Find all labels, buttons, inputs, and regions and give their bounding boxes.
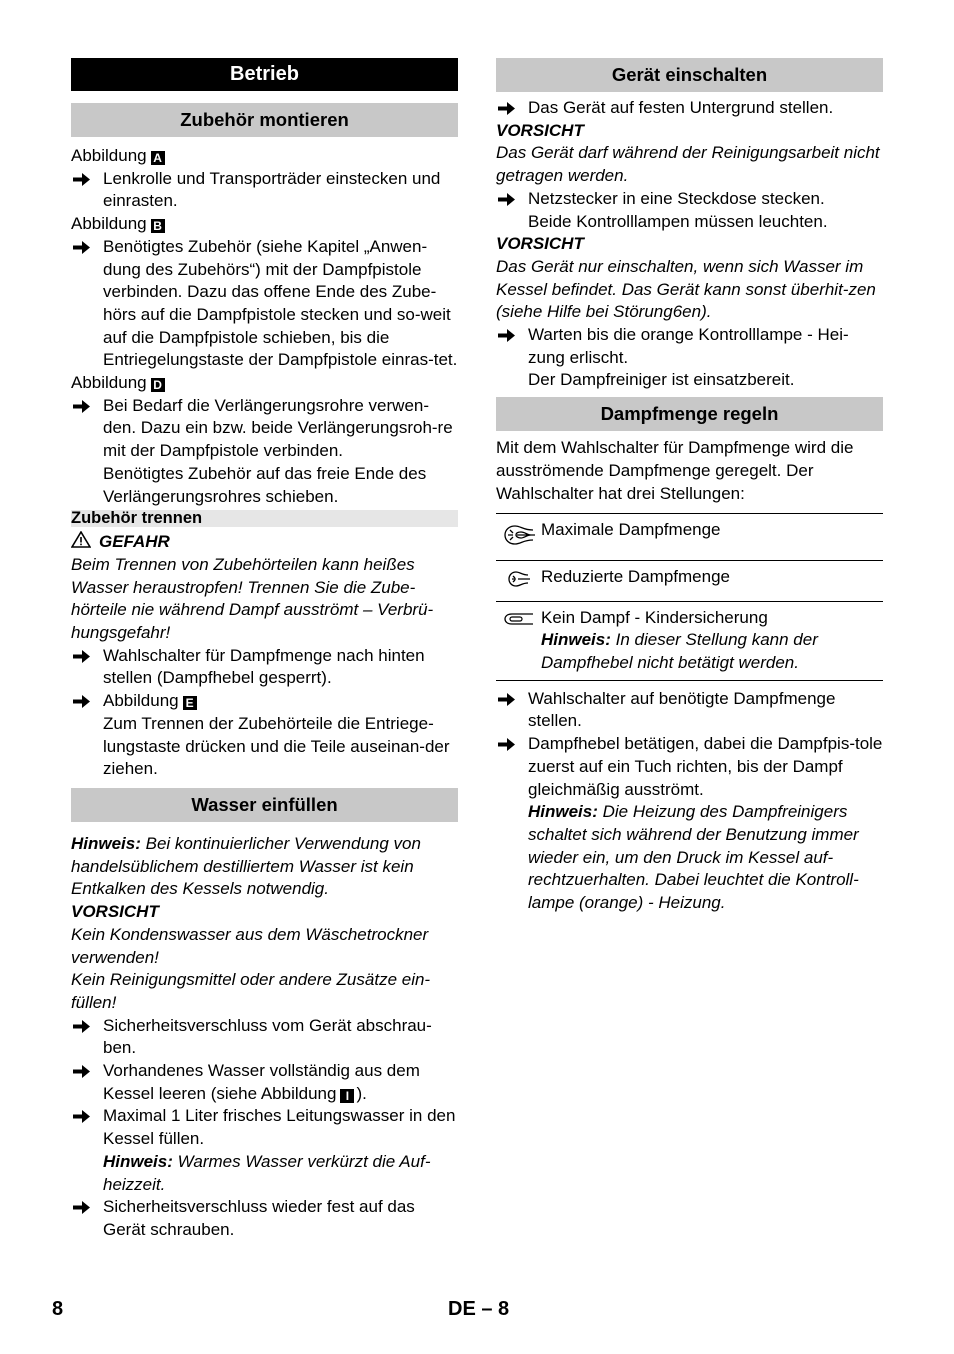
arrow-icon	[71, 1060, 93, 1083]
hinweis-text: Hinweis: Bei kontinuierlicher Verwendung von handelsüblichem destilliertem Wasser ist kein Entkalken des Kessels notwendig.	[71, 833, 421, 899]
page-number: 8	[52, 1298, 64, 1320]
table-cell: Kein Dampf - Kindersicherung Hinweis: In dieser Stellung kann der Dampfhebel nicht betätigt werden.	[541, 601, 883, 680]
list-item: Netzstecker in eine Steckdose stecken.	[496, 188, 883, 211]
hinweis-text: Hinweis: Die Heizung des Dampfreinigers schaltet sich während der Benutzung immer wieder ein, um den Druck im Kessel auf-rechtzuerhalten. Dabei leuchtet die Kontroll-lampe (orange) - Heizung.	[528, 802, 859, 913]
figure-ref-d: Abbildung D	[71, 372, 458, 395]
hinweis-text: Hinweis: Warmes Wasser verkürzt die Auf-heizzeit.	[103, 1151, 431, 1194]
list-item: Abbildung E	[71, 690, 458, 713]
arrow-icon	[71, 395, 93, 418]
subsection-title-zubehoer-trennen: Zubehör trennen	[71, 510, 458, 527]
table-cell: Maximale Dampfmenge	[541, 514, 883, 561]
arrow-icon	[496, 688, 518, 711]
arrow-icon	[71, 236, 93, 259]
danger-text: Beim Trennen von Zubehörteilen kann heißes Wasser heraustropfen! Trennen Sie die Zube-hörteile nie während Dampf ausströmt – Verbrü-hungsgefahr!	[71, 554, 434, 643]
table-row	[496, 601, 883, 680]
list-item: Sicherheitsverschluss vom Gerät abschrau-ben.	[71, 1015, 458, 1060]
arrow-icon	[71, 1196, 93, 1219]
arrow-icon	[496, 97, 518, 120]
figure-ref-b: Abbildung B	[71, 213, 458, 236]
list-item: Maximal 1 Liter frisches Leitungswasser in den Kessel füllen.	[71, 1105, 458, 1150]
table-cell: Reduzierte Dampfmenge	[541, 560, 883, 601]
arrow-icon	[496, 324, 518, 347]
reduced-steam-icon	[496, 560, 541, 601]
table-row	[496, 514, 883, 561]
right-column	[496, 58, 883, 915]
section-title-geraet-einschalten: Gerät einschalten	[496, 58, 883, 92]
section-title-betrieb: Betrieb	[71, 58, 458, 91]
list-item-continuation: Benötigtes Zubehör auf das freie Ende des Verlängerungsrohres schieben.	[103, 463, 427, 506]
figure-badge-d: D	[151, 378, 165, 392]
caution-text: Das Gerät darf während der Reinigungsarbeit nicht getragen werden.	[496, 143, 880, 186]
section-title-zubehoer-montieren: Zubehör montieren	[71, 103, 458, 137]
list-item: Das Gerät auf festen Untergrund stellen.	[496, 97, 883, 120]
caution-text: Kein Reinigungsmittel oder andere Zusätze ein-füllen!	[71, 970, 431, 1012]
figure-badge-e: E	[183, 696, 197, 710]
list-item: Dampfhebel betätigen, dabei die Dampfpis-tole zuerst auf ein Tuch richten, bis der Dampf gleichmäßig ausströmt.	[496, 733, 883, 801]
section-title-wasser-einfuellen: Wasser einfüllen	[71, 788, 458, 822]
left-column	[71, 58, 458, 1242]
caution-heading: VORSICHT	[496, 234, 584, 254]
intro-text: Mit dem Wahlschalter für Dampfmenge wird die ausströmende Dampfmenge geregelt. Der Wahlschalter hat drei Stellungen:	[496, 438, 854, 503]
list-item: Vorhandenes Wasser vollständig aus dem Kessel leeren (siehe Abbildung I ).	[71, 1060, 458, 1105]
arrow-icon	[71, 1105, 93, 1128]
figure-ref-a: Abbildung A	[71, 145, 458, 168]
danger-heading: GEFAHR	[71, 531, 458, 554]
section-title-dampfmenge-regeln: Dampfmenge regeln	[496, 397, 883, 431]
arrow-icon	[496, 188, 518, 211]
list-item-continuation: Der Dampfreiniger ist einsatzbereit.	[528, 370, 795, 390]
warning-triangle-icon	[71, 532, 99, 551]
list-item: Sicherheitsverschluss wieder fest auf das Gerät schrauben.	[71, 1196, 458, 1241]
list-item-continuation: Zum Trennen der Zubehörteile die Entriege-lungstaste drücken und die Teile auseinan-der ziehen.	[103, 713, 450, 779]
arrow-icon	[71, 645, 93, 668]
list-item: Lenkrolle und Transporträder einstecken und einrasten.	[71, 168, 458, 213]
list-item: Bei Bedarf die Verlängerungsrohre verwen-den. Dazu ein bzw. beide Verlängerungsroh-re mit der Dampfpistole verbinden.	[71, 395, 458, 463]
caution-text: Kein Kondenswasser aus dem Wäschetrockner verwenden!	[71, 924, 429, 967]
list-item-continuation: Beide Kontrolllampen müssen leuchten.	[528, 211, 828, 231]
list-item: Warten bis die orange Kontrolllampe - Hei-zung erlischt.	[496, 324, 883, 369]
caution-text: Das Gerät nur einschalten, wenn sich Wasser im Kessel befindet. Das Gerät kann sonst überhit-zen (siehe Hilfe bei Störung6en).	[496, 256, 876, 322]
figure-badge-b: B	[151, 219, 165, 233]
figure-badge-i: I	[340, 1089, 354, 1103]
page-label: DE – 8	[448, 1298, 510, 1320]
figure-badge-a: A	[151, 151, 165, 165]
max-steam-icon	[496, 514, 541, 561]
table-row	[496, 560, 883, 601]
steam-settings-table	[496, 513, 883, 681]
arrow-icon	[71, 1015, 93, 1038]
list-item: Benötigtes Zubehör (siehe Kapitel „Anwen-dung des Zubehörs“) mit der Dampfpistole verbinden. Dazu das offene Ende des Zube-hörs auf die Dampfpistole stecken und so-weit auf die Dampfpistole schieben, bis die Entriegelungstaste der Dampfpistole einras-tet.	[71, 236, 458, 372]
caution-heading: VORSICHT	[71, 902, 159, 922]
list-item: Wahlschalter für Dampfmenge nach hinten stellen (Dampfhebel gesperrt).	[71, 645, 458, 690]
arrow-icon	[71, 690, 93, 713]
arrow-icon	[71, 168, 93, 191]
list-item: Wahlschalter auf benötigte Dampfmenge stellen.	[496, 688, 883, 733]
no-steam-icon	[496, 601, 541, 680]
caution-heading: VORSICHT	[496, 120, 584, 140]
arrow-icon	[496, 733, 518, 756]
